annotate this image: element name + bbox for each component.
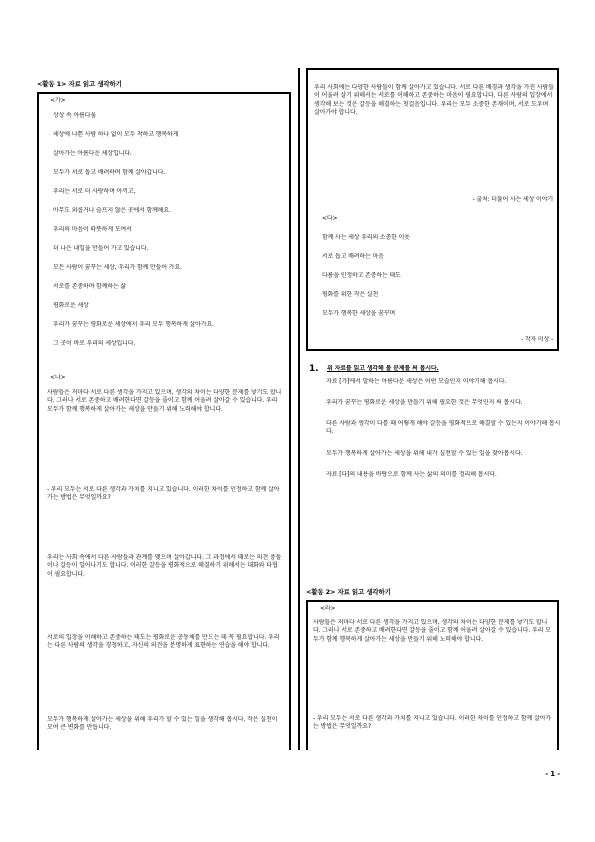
box-label-ra: <라> (320, 605, 336, 612)
paragraph: 우리는 사회 속에서 다른 사람들과 관계를 맺으며 살아갑니다. 그 과정에서 때로는 의견 충돌이나 갈등이 일어나기도 합니다. 이러한 갈등을 평화적으로 해결하기 위해서는 대화와 타협이 필요합니다. (47, 554, 282, 578)
question-item: 다른 사람과 생각이 다를 때 어떻게 해야 갈등을 평화적으로 해결할 수 있는지 이야기해 봅시다. (326, 420, 561, 436)
poem-line: 다름을 인정하고 존중하는 태도 (322, 272, 401, 279)
paragraph: - 우리 모두는 서로 다른 생각과 가치를 지니고 있습니다. 이러한 차이를 인정하고 함께 살아가는 방법은 무엇일까요? (313, 715, 552, 731)
activity-2-box (306, 600, 559, 750)
poem-line: 모두가 서로 돕고 배려하며 함께 살아갑니다. (53, 169, 166, 176)
paragraph: 모두가 행복하게 살아가는 세상을 위해 우리가 할 수 있는 일을 생각해 봅시다. 작은 실천이 모여 큰 변화를 만듭니다. (47, 716, 278, 732)
question-list (318, 378, 566, 492)
activity-1-box (37, 92, 291, 750)
question-item: 자료 [다]의 내용을 바탕으로 함께 사는 삶의 의미를 정리해 봅시다. (326, 471, 497, 478)
poem-line: 우리가 꿈꾸는 평화로운 세상에서 우리 모두 행복하게 살아가요. (53, 321, 214, 328)
author-note: - 작자 미상 - (521, 336, 553, 343)
poem-line: 상상 속 아름다움 (53, 112, 97, 119)
box-label-na: <나> (50, 374, 66, 381)
poem-line: 살아가는 아름다운 세상입니다. (53, 150, 132, 157)
poem-line: 아무도 외롭거나 슬프지 않은 곳에서 함께해요. (53, 207, 171, 214)
poem-line: 서로를 존중하며 함께하는 삶 (53, 283, 127, 290)
column-divider (298, 68, 300, 750)
question-number: 1. (309, 364, 319, 374)
paragraph: 우리 사회에는 다양한 사람들이 함께 살아가고 있습니다. 서로 다른 배경과 생각을 가진 사람들이 어울려 살기 위해서는 서로를 이해하고 존중하는 마음이 필요합니다. 다른 사람의 입장에서 생각해 보는 것은 갈등을 해결하는 첫걸음입니다. 우리는 모두 소중한 존재이며, 서로 도우며 살아가야 합니다. (314, 84, 554, 117)
poem-line: 평화로운 세상 (53, 302, 89, 309)
poem-lines (53, 112, 281, 359)
poem-line: 우리는 서로 더 사랑하며 아끼고, (53, 188, 136, 195)
poem-line: 더 나은 내일을 만들어 가고 있습니다. (53, 245, 149, 252)
question-item: 모두가 행복하게 살아가는 세상을 위해 내가 실천할 수 있는 일을 찾아봅시다. (326, 450, 523, 457)
poem-line: 서로 돕고 배려하는 마음 (322, 253, 384, 260)
poem-line: 우리의 마음이 따뜻하게 모여서 (53, 226, 132, 233)
source-note: - 출처: 더불어 사는 세상 이야기 (472, 196, 553, 203)
page-number: - 1 - (545, 770, 560, 778)
question-item: 자료 [가]에서 말하는 아름다운 세상은 어떤 모습인지 이야기해 봅시다. (326, 378, 507, 385)
poem-line: 평화를 위한 작은 실천 (322, 291, 379, 298)
question-title: 위 자료를 읽고 생각해 볼 문제를 써 봅시다. (327, 365, 439, 372)
activity-1-heading: <활동 1> 자료 읽고 생각하기 (37, 80, 122, 88)
paragraph: 서로의 입장을 이해하고 존중하는 태도는 평화로운 공동체를 만드는 데 꼭 필요합니다. 우리는 다른 사람의 생각을 경청하고, 자신의 의견을 분명하게 표현하는 연습을 해야 합니다. (47, 634, 280, 650)
poem-line: 그 곳이 바로 우리의 세상입니다. (53, 340, 136, 347)
paragraph: 사람들은 저마다 서로 다른 생각을 가지고 있으며, 생각의 차이는 다양한 문제를 낳기도 합니다. 그러나 서로 존중하고 배려한다면 갈등을 줄이고 함께 어울려 살아갈 수 있습니다. 우리 모두가 함께 행복하게 살아가는 세상을 만들기 위해 노력해야 합니다. (313, 619, 551, 643)
poem-line: 함께 사는 세상 우리의 소중한 이웃 (322, 234, 410, 241)
question-item: 우리가 꿈꾸는 평화로운 세상을 만들기 위해 필요한 것은 무엇인지 써 봅시다. (326, 399, 523, 406)
activity-2-heading: <활동 2> 자료 읽고 생각하기 (306, 588, 391, 596)
paragraph: 사람들은 저마다 서로 다른 생각을 가지고 있으며, 생각의 차이는 다양한 문제를 낳기도 합니다. 그러나 서로 존중하고 배려한다면 갈등을 줄이고 함께 어울려 살아갈 수 있습니다. 우리 모두가 함께 행복하게 살아가는 세상을 만들기 위해 노력해야 합니다. (47, 389, 282, 413)
poem-line: 모든 사람이 꿈꾸는 세상, 우리가 함께 만들어 가요. (53, 264, 182, 271)
poem-line: 모두가 행복한 세상을 꿈꾸며 (322, 310, 396, 317)
reading-box (306, 68, 559, 351)
box-label-da: <다> (322, 215, 338, 222)
poem-line: 세상에 나쁜 사람 하나 없이 모두 착하고 행복하게 (53, 131, 179, 138)
box-label-ga: <가> (50, 97, 66, 104)
poem-lines (322, 234, 547, 329)
paragraph: - 우리 모두는 서로 다른 생각과 가치를 지니고 있습니다. 이러한 차이를 인정하고 함께 살아가는 방법은 무엇일까요? (47, 486, 280, 502)
